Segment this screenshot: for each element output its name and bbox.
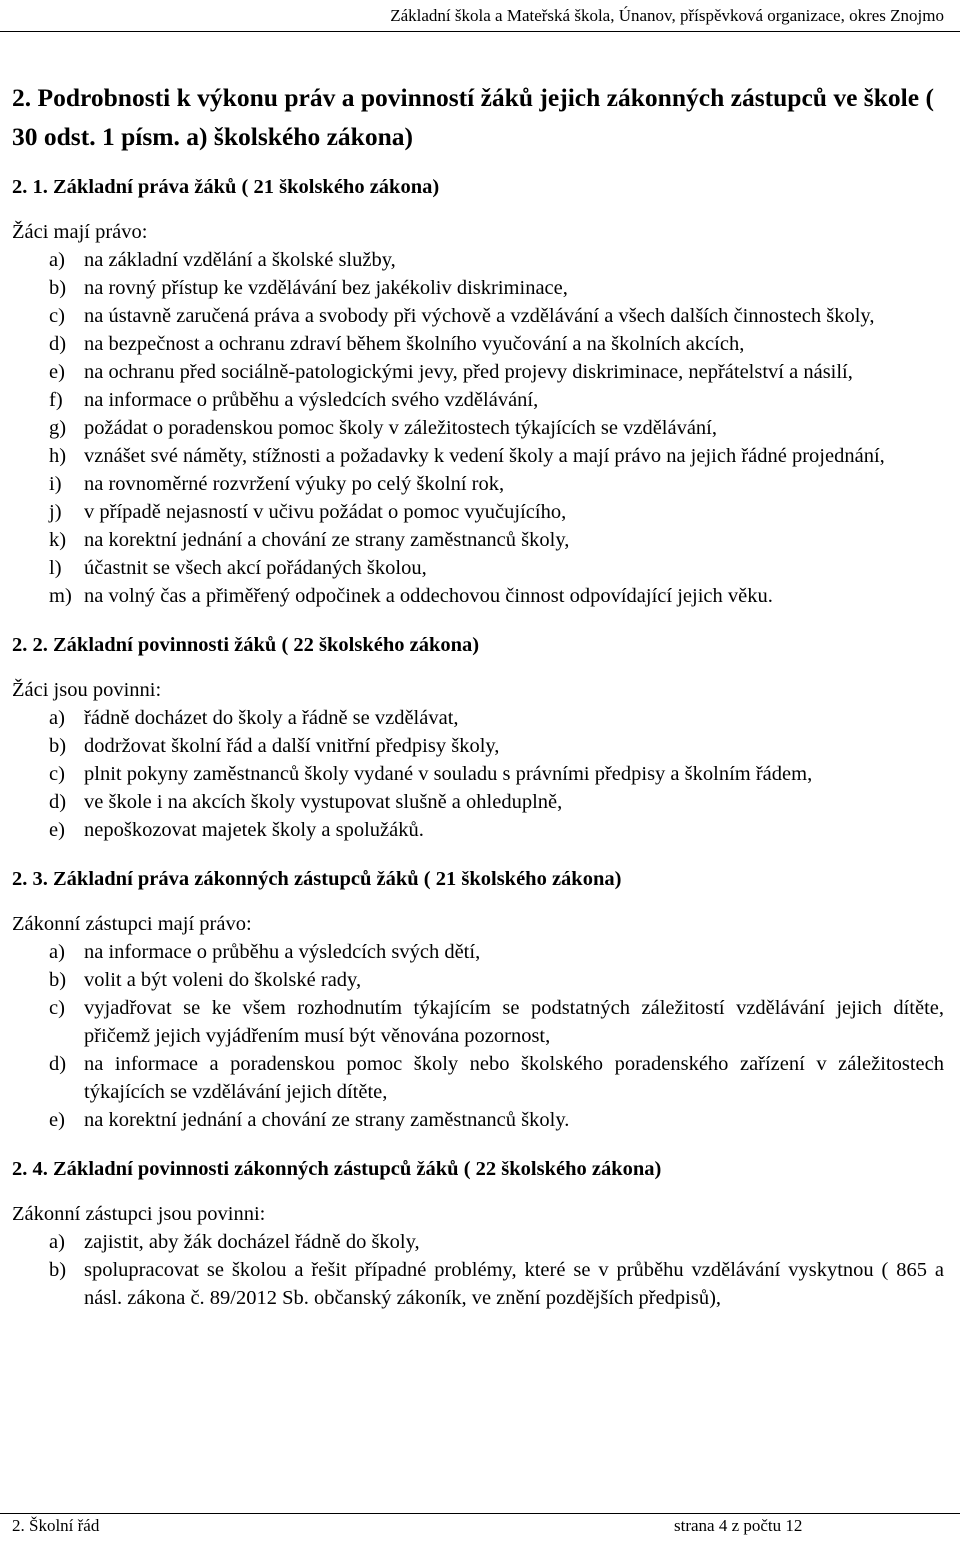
section-intro: Žáci mají právo: [12,221,148,243]
list-marker: a) [49,249,65,271]
list-marker: f) [49,389,63,411]
list-item-text: účastnit se všech akcí pořádaných školou, [84,557,427,579]
list-item [12,760,944,788]
list-item-text: na volný čas a přiměřený odpočinek a oddechovou činnost odpovídající jejich věku. [84,585,773,607]
list-marker: g) [49,417,67,439]
list-item-text: plnit pokyny zaměstnanců školy vydané v souladu s právními předpisy a školním řádem, [84,763,813,785]
list-marker: d) [49,791,67,813]
list-item [12,498,944,526]
list-item-text: ve škole i na akcích školy vystupovat slušně a ohleduplně, [84,791,563,813]
list-item-text: volit a být voleni do školské rady, [84,969,362,991]
list-marker: e) [49,819,65,841]
list-item-text: na informace o průběhu a výsledcích svého vzdělávání, [84,389,539,411]
footer-document-name: 2. Školní řád [12,1516,100,1535]
list-item [12,386,944,414]
section-intro: Žáci jsou povinni: [12,679,162,701]
list-item [12,470,944,498]
guardian-duties-list [12,1228,944,1312]
list-item-text: na korektní jednání a chování ze strany zaměstnanců školy. [84,1109,570,1131]
list-marker: j) [49,501,62,523]
section-heading: 2. 3. Základní práva zákonných zástupců žáků ( 21 školského zákona) [12,868,622,890]
list-item-text: na základní vzdělání a školské služby, [84,249,396,271]
section-intro: Zákonní zástupci mají právo: [12,913,252,935]
list-item-text: na informace o průběhu a výsledcích svých dětí, [84,941,481,963]
list-item [12,788,944,816]
section-heading: 2. 1. Základní práva žáků ( 21 školského zákona) [12,176,440,198]
list-item-text: zajistit, aby žák docházel řádně do školy, [84,1231,420,1253]
section-2-3 [12,865,944,1134]
list-item [12,1228,944,1256]
list-marker: b) [49,277,67,299]
list-marker: b) [49,1259,67,1281]
list-item [12,732,944,760]
list-item [12,582,944,610]
list-marker: d) [49,1053,67,1075]
main-title: 2. Podrobnosti k výkonu práv a povinností žáků jejich zákonných zástupců ve škole ( 30 odst. 1 písm. a) školského zákona) [12,83,934,151]
list-marker: d) [49,333,67,355]
list-item-text: vyjadřovat se ke všem rozhodnutím týkajícím se podstatných záležitostí vzdělávání jejich dítěte, přičemž jejich vyjádřením musí být věnována pozornost, [84,997,944,1047]
list-marker: c) [49,763,65,785]
list-item-text: na rovnoměrné rozvržení výuky po celý školní rok, [84,473,505,495]
list-item-text: na informace a poradenskou pomoc školy nebo školského poradenského zařízení v záležitostech týkajících se vzdělávání jejich dítěte, [84,1053,944,1103]
list-item [12,330,944,358]
list-item [12,246,944,274]
list-item [12,1256,944,1312]
list-item-text: v případě nejasností v učivu požádat o pomoc vyučujícího, [84,501,567,523]
header-rule [0,31,960,32]
list-item-text: spolupracovat se školou a řešit případné problémy, které se v průběhu vzdělávání vyskytnou ( 865 a násl. zákona č. 89/2012 Sb. občanský zákoník, ve znění pozdějších předpisů), [84,1259,944,1309]
list-marker: a) [49,941,65,963]
section-2-4 [12,1155,944,1312]
section-2-1 [12,173,944,610]
list-marker: b) [49,969,67,991]
list-item [12,938,944,966]
list-marker: h) [49,445,67,467]
list-marker: a) [49,707,65,729]
section-heading: 2. 4. Základní povinnosti zákonných zástupců žáků ( 22 školského zákona) [12,1158,662,1180]
guardian-rights-list [12,938,944,1134]
list-item-text: nepoškozovat majetek školy a spolužáků. [84,819,424,841]
list-item [12,526,944,554]
list-marker: b) [49,735,67,757]
list-item [12,302,944,330]
list-item-text: na rovný přístup ke vzdělávání bez jakékoliv diskriminace, [84,277,568,299]
list-marker: c) [49,997,65,1019]
section-heading: 2. 2. Základní povinnosti žáků ( 22 školského zákona) [12,634,480,656]
list-item [12,274,944,302]
list-item-text: řádně docházet do školy a řádně se vzdělávat, [84,707,459,729]
rights-list [12,246,944,610]
list-marker: a) [49,1231,65,1253]
list-item [12,554,944,582]
list-item [12,1106,944,1134]
list-marker: i) [49,473,62,495]
page-header: Základní škola a Mateřská škola, Únanov, příspěvková organizace, okres Znojmo [390,6,944,25]
list-item-text: na ústavně zaručená práva a svobody při výchově a vzdělávání a všech dalších činnostech školy, [84,305,875,327]
list-marker: l) [49,557,62,579]
section-2-2 [12,631,944,844]
list-item [12,966,944,994]
section-intro: Zákonní zástupci jsou povinni: [12,1203,266,1225]
list-marker: e) [49,1109,65,1131]
duties-list [12,704,944,844]
list-item-text: na korektní jednání a chování ze strany zaměstnanců školy, [84,529,570,551]
list-marker: e) [49,361,65,383]
list-marker: c) [49,305,65,327]
list-marker: m) [49,585,72,607]
footer-rule [0,1513,960,1514]
list-item-text: vznášet své náměty, stížnosti a požadavky k vedení školy a mají právo na jejich řádné projednání, [84,445,885,467]
list-item-text: požádat o poradenskou pomoc školy v záležitostech týkajících se vzdělávání, [84,417,718,439]
list-item [12,816,944,844]
list-item [12,442,944,470]
document-content [12,78,944,1312]
list-item [12,1050,944,1106]
list-item [12,704,944,732]
list-item-text: na bezpečnost a ochranu zdraví během školního vyučování a na školních akcích, [84,333,745,355]
footer-page-number: strana 4 z počtu 12 [674,1516,803,1535]
list-item [12,358,944,386]
list-item-text: dodržovat školní řád a další vnitřní předpisy školy, [84,735,500,757]
list-marker: k) [49,529,67,551]
list-item [12,414,944,442]
list-item-text: na ochranu před sociálně-patologickými jevy, před projevy diskriminace, nepřátelství a násilí, [84,361,853,383]
list-item [12,994,944,1050]
